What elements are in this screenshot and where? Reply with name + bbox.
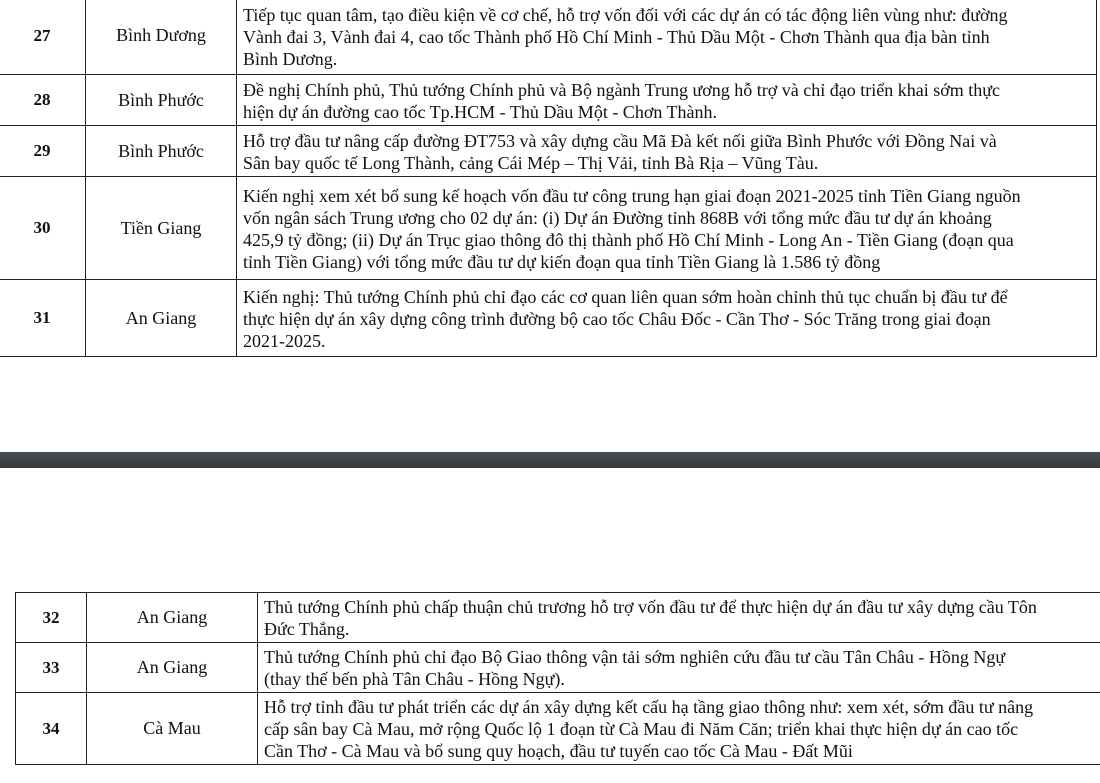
content-line: Hỗ trợ đầu tư nâng cấp đường ĐT753 và xây dựng cầu Mã Đà kết nối giữa Bình Phước với Đồng Nai và	[243, 131, 997, 151]
content-line: Hỗ trợ tỉnh đầu tư phát triển các dự án xây dựng kết cấu hạ tầng giao thông như: xem xét, sớm đầu tư nâng	[264, 696, 1034, 717]
row-number: 33	[16, 643, 87, 693]
content-cell	[258, 693, 1100, 765]
province-cell: An Giang	[87, 643, 258, 693]
province-cell: Cà Mau	[87, 693, 258, 765]
province-cell: An Giang	[86, 280, 237, 357]
content-cell	[237, 280, 1097, 357]
row-number: 28	[0, 75, 86, 126]
row-number: 34	[16, 693, 87, 765]
content-cell	[237, 75, 1097, 126]
content-cell	[258, 593, 1100, 643]
document-page-2	[0, 468, 1100, 783]
recommendations-table-bottom	[15, 592, 1100, 765]
table-row	[16, 593, 1100, 643]
row-number: 31	[0, 280, 86, 357]
content-line: Thủ tướng Chính phủ chấp thuận chủ trương hỗ trợ vốn đầu tư để thực hiện dự án đầu tư xây dựng cầu Tôn	[264, 596, 1037, 617]
province-cell: An Giang	[87, 593, 258, 643]
content-line: Đức Thắng.	[264, 618, 350, 639]
row-number: 32	[16, 593, 87, 643]
content-line: tỉnh Tiền Giang) với tổng mức đầu tư dự kiến đoạn qua tỉnh Tiền Giang là 1.586 tỷ đồng	[243, 252, 881, 272]
content-cell	[237, 0, 1097, 75]
table-row	[0, 0, 1097, 75]
page-separator	[0, 452, 1100, 468]
table-row	[0, 126, 1097, 177]
table-row	[0, 177, 1097, 280]
table-row	[16, 643, 1100, 693]
content-line: thực hiện dự án xây dựng công trình đường bộ cao tốc Châu Đốc - Cần Thơ - Sóc Trăng trong giai đoạn	[243, 309, 991, 329]
content-line: Đề nghị Chính phủ, Thủ tướng Chính phủ và Bộ ngành Trung ương hỗ trợ và chỉ đạo triển khai sớm thực	[243, 80, 1000, 100]
row-number: 27	[0, 0, 86, 75]
content-cell	[237, 126, 1097, 177]
content-line: 2021-2025.	[243, 331, 326, 351]
table-row	[0, 280, 1097, 357]
content-line: Cần Thơ - Cà Mau và bổ sung quy hoạch, đầu tư tuyến cao tốc Cà Mau - Đất Mũi	[264, 740, 853, 761]
content-cell	[258, 643, 1100, 693]
content-line: Bình Dương.	[243, 48, 338, 69]
content-line: Kiến nghị xem xét bổ sung kế hoạch vốn đầu tư công trung hạn giai đoạn 2021-2025 tỉnh Tiền Giang nguồn	[243, 186, 1021, 206]
content-line: Vành đai 3, Vành đai 4, cao tốc Thành phố Hồ Chí Minh - Thủ Dầu Một - Chơn Thành qua địa bàn tỉnh	[243, 26, 990, 47]
row-number: 30	[0, 177, 86, 280]
table-row	[16, 693, 1100, 765]
content-line: vốn ngân sách Trung ương cho 02 dự án: (i) Dự án Đường tỉnh 868B với tổng mức đầu tư dự án khoảng	[243, 208, 992, 228]
content-line: 425,9 tỷ đồng; (ii) Dự án Trục giao thông đô thị thành phố Hồ Chí Minh - Long An - Tiền Giang (đoạn qua	[243, 230, 1014, 250]
content-line: Sân bay quốc tế Long Thành, cảng Cái Mép – Thị Vải, tỉnh Bà Rịa – Vũng Tàu.	[243, 153, 819, 173]
content-line: hiện dự án đường cao tốc Tp.HCM - Thủ Dầu Một - Chơn Thành.	[243, 102, 717, 122]
content-cell	[237, 177, 1097, 280]
content-line: Thủ tướng Chính phủ chỉ đạo Bộ Giao thông vận tải sớm nghiên cứu đầu tư cầu Tân Châu - Hồng Ngự	[264, 646, 1006, 667]
province-cell: Bình Dương	[86, 0, 237, 75]
recommendations-table-top	[0, 0, 1097, 357]
province-cell: Bình Phước	[86, 75, 237, 126]
row-number: 29	[0, 126, 86, 177]
province-cell: Tiền Giang	[86, 177, 237, 280]
table-row	[0, 75, 1097, 126]
content-line: (thay thế bến phà Tân Châu - Hồng Ngự).	[264, 668, 565, 689]
content-line: Tiếp tục quan tâm, tạo điều kiện về cơ chế, hỗ trợ vốn đối với các dự án có tác động liên vùng như: đường	[243, 4, 1008, 25]
province-cell: Bình Phước	[86, 126, 237, 177]
content-line: cấp sân bay Cà Mau, mở rộng Quốc lộ 1 đoạn từ Cà Mau đi Năm Căn; triển khai thực hiện dự án cao tốc	[264, 718, 1019, 739]
content-line: Kiến nghị: Thủ tướng Chính phủ chỉ đạo các cơ quan liên quan sớm hoàn chỉnh thủ tục chuẩn bị đầu tư để	[243, 287, 1008, 307]
